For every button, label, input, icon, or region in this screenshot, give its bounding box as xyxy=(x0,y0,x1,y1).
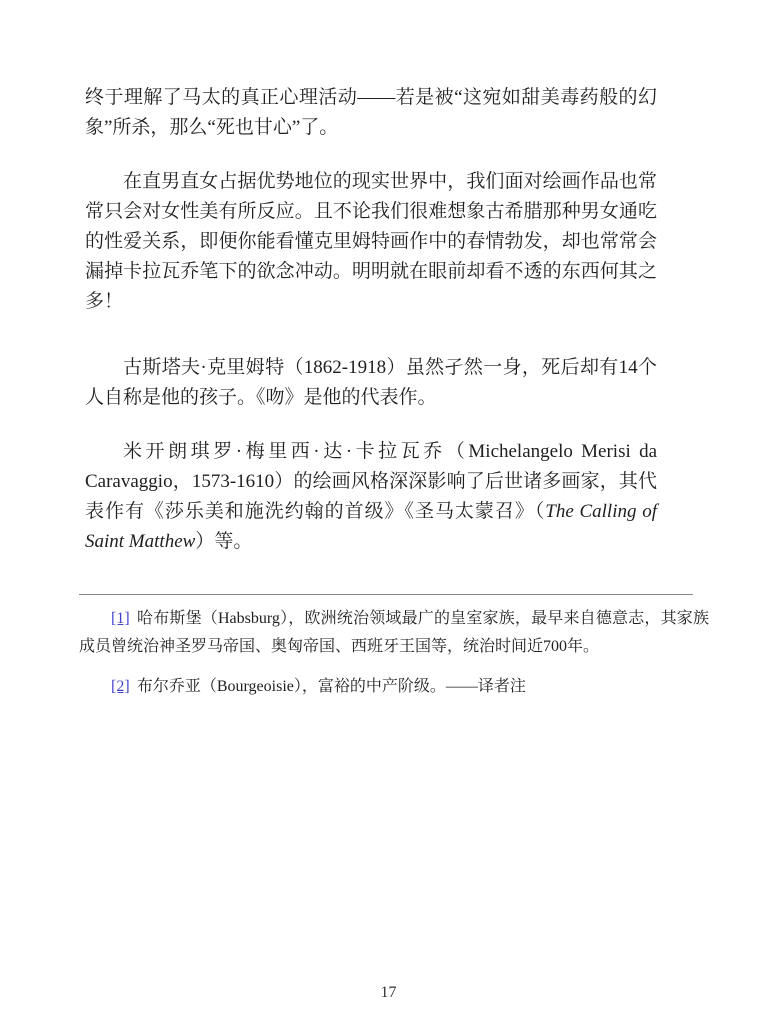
caravaggio-text-pre: 米开朗琪罗·梅里西·达·卡拉瓦乔（Michelangelo Merisi da Caravaggio，1573-1610）的绘画风格深深影响了后世诸多画家，其代表作有《莎乐美和施洗约翰的首级》《圣马太蒙召》（ xyxy=(85,441,657,522)
body-text xyxy=(85,83,657,581)
footnote-1-text: 哈布斯堡（Habsburg），欧洲统治领域最广的皇室家族，最早来自德意志，其家族成员曾统治神圣罗马帝国、奥匈帝国、西班牙王国等，统治时间近700年。 xyxy=(79,610,709,655)
footnote-1-link[interactable]: [1] xyxy=(111,610,130,627)
paragraph-hetero-world: 在直男直女占据优势地位的现实世界中，我们面对绘画作品也常常只会对女性美有所反应。且不论我们很难想象古希腊那种男女通吃的性爱关系，即便你能看懂克里姆特画作中的春情勃发，却也常常会漏掉卡拉瓦乔笔下的欲念冲动。明明就在眼前却看不透的东西何其之多！ xyxy=(85,171,657,312)
paragraph-klimt-note: 古斯塔夫·克里姆特（1862-1918）虽然孑然一身，死后却有14个人自称是他的孩子。《吻》是他的代表作。 xyxy=(85,357,657,408)
page-number: 17 xyxy=(380,984,397,1001)
paragraph-matthew-conclusion: 终于理解了马太的真正心理活动——若是被“这宛如甜美毒药般的幻象”所杀，那么“死也甘心”了。 xyxy=(85,87,657,138)
footnote-2-text: 布尔乔亚（Bourgeoisie），富裕的中产阶级。——译者注 xyxy=(136,678,526,695)
footnote-divider xyxy=(79,594,693,595)
footnote-2-link[interactable]: [2] xyxy=(111,678,130,695)
footnote-2 xyxy=(79,673,709,701)
footnote-1 xyxy=(79,605,709,661)
footnote-block xyxy=(79,594,709,713)
caravaggio-title-italic: The Calling of Saint Matthew xyxy=(85,501,657,552)
caravaggio-text-post: ）等。 xyxy=(195,531,253,552)
paragraph-caravaggio-note xyxy=(85,437,657,557)
